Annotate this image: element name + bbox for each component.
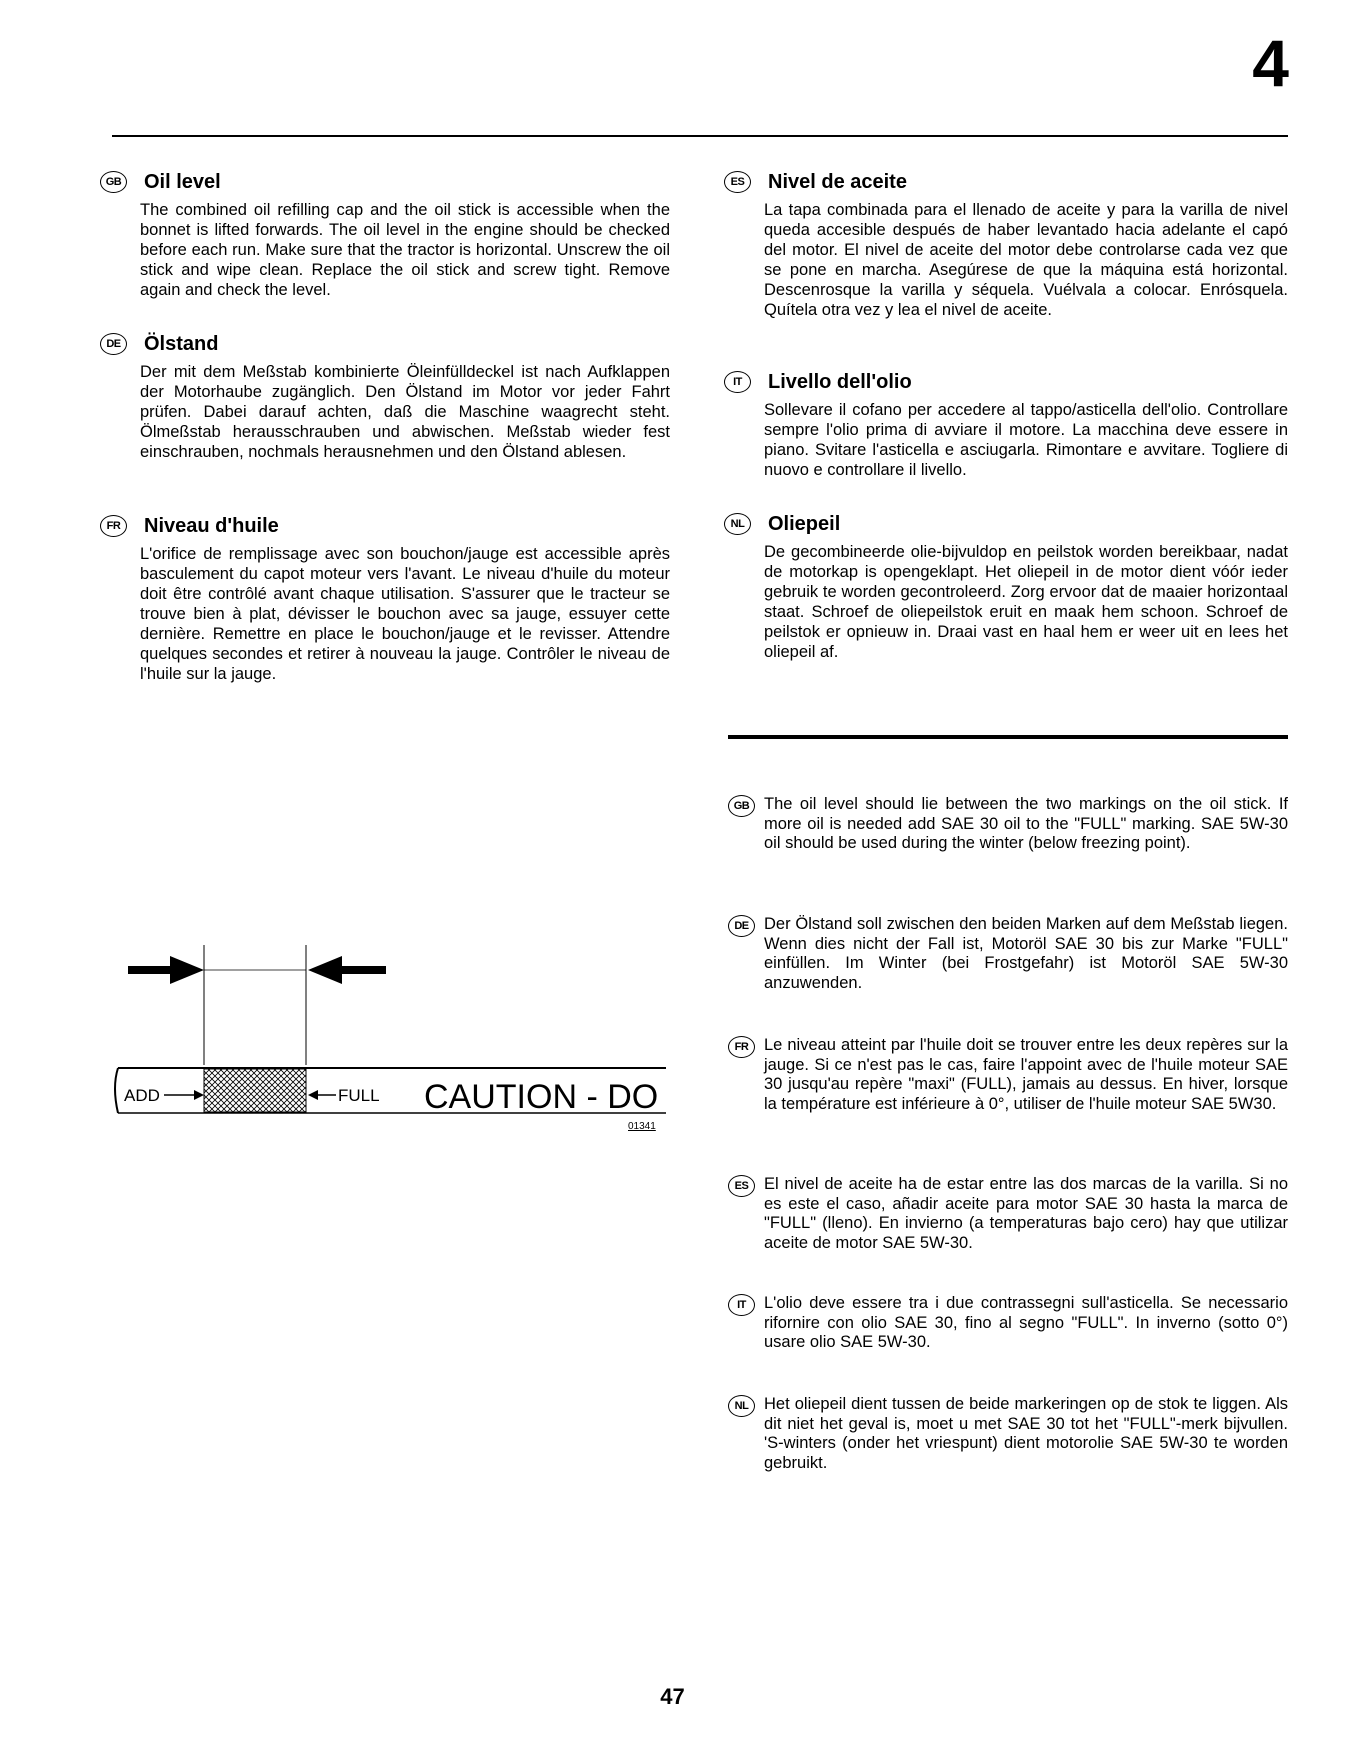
section-body: La tapa combinada para el llenado de aceite y para la varilla de nivel queda accesible después de haber levantado hacia adelante el capó del motor. El nivel de aceite del motor debe controlarse cada vez que se pone en marcha. Asegúrese de que la máquina está horizontal. Descenrosque la varilla y séquela. Vuélvala a colocar. Enrósquela. Quítela otra vez y lea el nivel de aceite. [764, 201, 1288, 319]
oil-stick-figure [110, 935, 680, 1145]
note-text: L'olio deve essere tra i due contrassegni sull'asticella. Se necessario rifornire con olio SAE 30, fino al segno "FULL". In inverno (sotto 0°) usare olio SAE 5W-30. [764, 1294, 1288, 1351]
add-arrow-icon [164, 1090, 204, 1100]
lang-badge-de: DE [100, 333, 127, 355]
lang-badge-gb: GB [100, 171, 127, 193]
dipstick-outline [115, 1068, 118, 1113]
note-fr [728, 1036, 1288, 1114]
figure-code: 01341 [628, 1121, 656, 1132]
full-arrow-icon [308, 1090, 336, 1100]
note-text: The oil level should lie between the two markings on the oil stick. If more oil is needed add SAE 30 oil to the "FULL" marking. SAE 5W-30 oil should be used during the winter (below freezing point). [764, 795, 1288, 852]
section-oil-level-it [724, 364, 1288, 480]
lang-badge-it: IT [728, 1294, 755, 1316]
section-body: De gecombineerde olie-bijvuldop en peilstok worden bereikbaar, nadat de motorkap is opengeklapt. Het oliepeil in de motor dient vóór ieder gebruik te worden gecontroleerd. Zorg ervoor dat de maaier horizontaal staat. Schroef de oliepeilstok eruit en maak hem schoon. Schroef de peilstok er opnieuw in. Draai vast en haal hem er weer uit en lees het oliepeil af. [764, 543, 1288, 661]
note-gb [728, 795, 1288, 854]
section-title: Nivel de aceite [768, 170, 907, 193]
lang-badge-fr: FR [728, 1036, 755, 1058]
section-oil-level-nl [724, 506, 1288, 662]
arrow-left-icon [308, 956, 386, 984]
lang-badge-fr: FR [100, 515, 127, 537]
lang-badge-it: IT [724, 371, 751, 393]
section-oil-level-de [100, 326, 670, 462]
section-title: Livello dell'olio [768, 370, 912, 393]
section-body: Der mit dem Meßstab kombinierte Öleinfülldeckel ist nach Aufklappen der Motorhaube zugänglich. Den Ölstand im Motor vor jeder Fahrt prüfen. Dabei darauf achten, daß die Maschine waagrecht steht. Ölmeßstab herausschrauben und abwischen. Meßstab wieder fest einschrauben, nochmals herausnehmen und den Ölstand ablesen. [140, 363, 670, 461]
note-nl [728, 1395, 1288, 1473]
add-label: ADD [124, 1086, 160, 1105]
note-text: Het oliepeil dient tussen de beide markeringen op de stok te liggen. Als dit niet het geval is, moet u met SAE 30 tot het "FULL"-merk bijvullen. 'S-winters (onder het vriespunt) dient motorolie SAE 5W-30 te worden gebruikt. [764, 1395, 1288, 1472]
page-number: 47 [660, 1684, 685, 1709]
section-body: The combined oil refilling cap and the oil stick is accessible when the bonnet is lifted forwards. The oil level in the engine should be checked before each run. Make sure that the tractor is horizontal. Unscrew the oil stick and wipe clean. Replace the oil stick and screw tight. Remove again and check the level. [140, 201, 670, 299]
lang-badge-es: ES [728, 1175, 755, 1197]
top-rule [112, 135, 1288, 137]
hatched-zone [204, 1069, 306, 1112]
lang-badge-gb: GB [728, 795, 755, 817]
caution-text: CAUTION - DO [424, 1078, 659, 1116]
section-body: Sollevare il cofano per accedere al tappo/asticella dell'olio. Controllare sempre l'olio prima di avviare il motore. La macchina deve essere in piano. Svitare l'asticella e asciugarla. Rimontare e avvitare. Togliere di nuovo e controllare il livello. [764, 401, 1288, 479]
lang-badge-nl: NL [724, 513, 751, 535]
note-text: Der Ölstand soll zwischen den beiden Marken auf dem Meßstab liegen. Wenn dies nicht der Fall ist, Motoröl SAE 30 bis zur Marke "FULL" einfüllen. Im Winter (bei Frostgefahr) ist Motoröl SAE 5W-30 anzuwenden. [764, 915, 1288, 992]
note-text: El nivel de aceite ha de estar entre las dos marcas de la varilla. Si no es este el caso, añadir aceite para motor SAE 30 hasta la marca de "FULL" (lleno). En invierno (a temperaturas bajo cero) hay que utilizar aceite de motor SAE 5W-30. [764, 1175, 1288, 1252]
section-title: Niveau d'huile [144, 514, 279, 537]
note-es [728, 1175, 1288, 1253]
lang-badge-es: ES [724, 171, 751, 193]
section-title: Oil level [144, 170, 221, 193]
section-oil-level-gb [100, 164, 670, 300]
arrow-right-icon [128, 956, 204, 984]
section-body: L'orifice de remplissage avec son bouchon/jauge est accessible après basculement du capot moteur vers l'avant. Le niveau d'huile du moteur doit être contrôlé avant chaque utilisation. S'assurer que le tracteur se trouve bien à plat, dévisser le bouchon avec sa jauge, essuyer cette dernière. Remettre en place le bouchon/jauge et le revisser. Attendre quelques secondes et retirer à nouveau la jauge. Contrôler le niveau de l'huile sur la jauge. [140, 545, 670, 683]
section-oil-level-es [724, 164, 1288, 320]
section-oil-level-fr [100, 508, 670, 684]
note-text: Le niveau atteint par l'huile doit se trouver entre les deux repères sur la jauge. Si ce n'est pas le cas, faire l'appoint avec de l'huile moteur SAE 30 jusqu'au repère "maxi" (FULL), jamais au dessus. En hiver, lorsque la température est inférieure à 0°, utiliser de l'huile moteur SAE 5W30. [764, 1036, 1288, 1113]
section-title: Oliepeil [768, 512, 841, 535]
lang-badge-de: DE [728, 915, 755, 937]
mid-rule [728, 735, 1288, 739]
full-label: FULL [338, 1086, 380, 1105]
chapter-number: 4 [1252, 26, 1289, 100]
note-de [728, 915, 1288, 993]
lang-badge-nl: NL [728, 1395, 755, 1417]
section-title: Ölstand [144, 332, 219, 355]
note-it [728, 1294, 1288, 1353]
